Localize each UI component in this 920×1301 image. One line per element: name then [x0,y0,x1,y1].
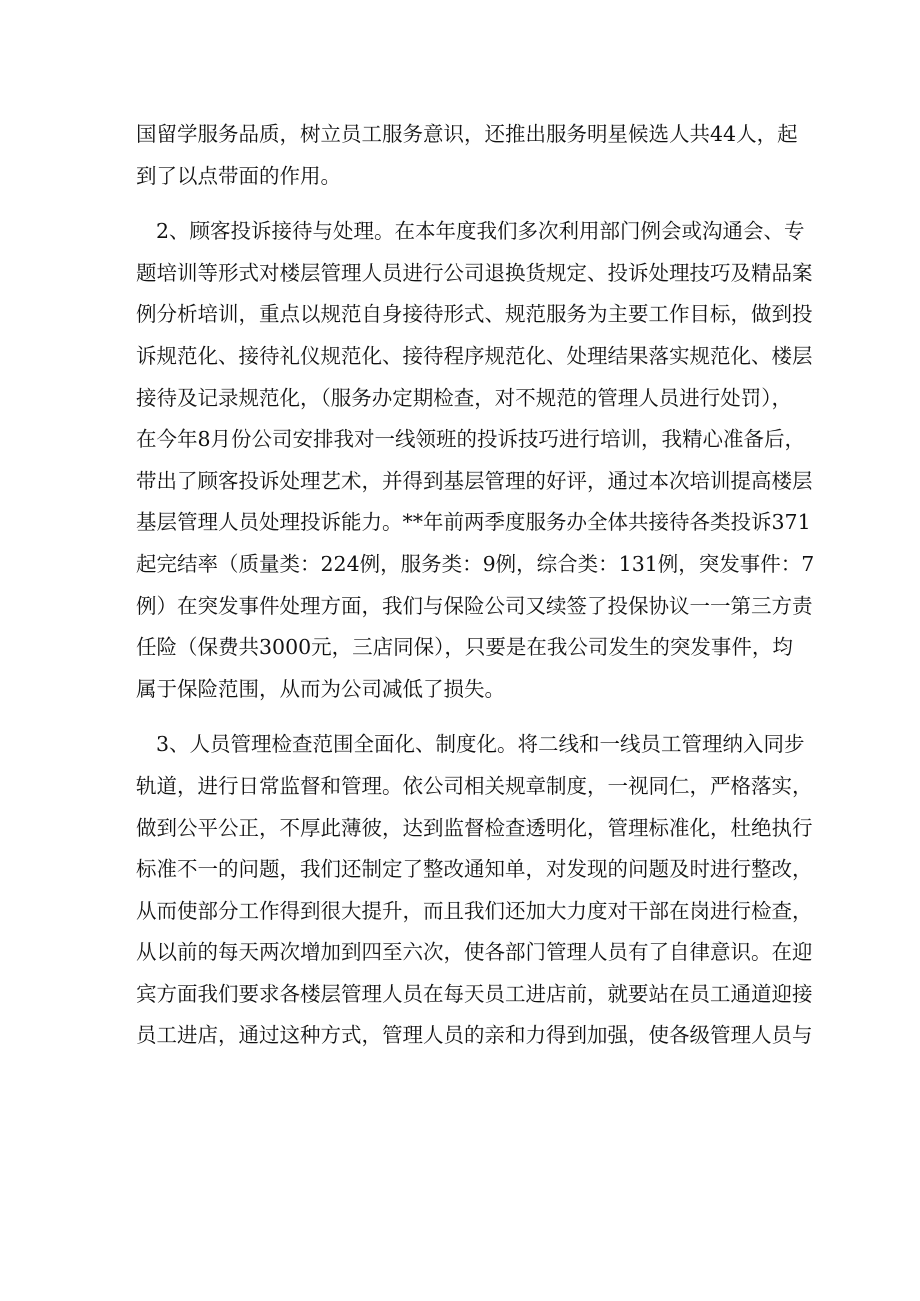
text-line: 宾方面我们要求各楼层管理人员在每天员工进店前，就要站在员工通道迎接 [136,981,813,1006]
text-line: 任险（保费共3000元，三店同保），只要是在我公司发生的突发事件，均 [136,635,793,660]
text-line: 员工进店，通过这种方式，管理人员的亲和力得到加强，使各级管理人员与 [136,1023,813,1048]
paragraph-1 [136,114,798,197]
text-line: 在今年8月份公司安排我对一线领班的投诉技巧进行培训，我精心准备后， [136,427,806,452]
text-line: 基层管理人员处理投诉能力。**年前两季度服务办全体共接待各类投诉371 [136,510,811,535]
text-line: 起完结率（质量类：224例，服务类：9例，综合类：131例，突发事件：7 [136,551,815,576]
text-line: 从以前的每天两次增加到四至六次，使各部门管理人员有了自律意识。在迎 [136,940,813,965]
paragraph-2 [136,211,815,710]
text-line: 3、人员管理检查范围全面化、制度化。将二线和一线员工管理纳入同步 [156,732,805,757]
text-line: 题培训等形式对楼层管理人员进行公司退换货规定、投诉处理技巧及精品案 [136,260,813,285]
text-line: 轨道，进行日常监督和管理。依公司相关规章制度，一视同仁，严格落实， [136,773,813,798]
text-line: 到了以点带面的作用。 [136,163,341,188]
text-line: 从而使部分工作得到很大提升，而且我们还加大力度对干部在岗进行检查， [136,898,813,923]
text-line: 标准不一的问题，我们还制定了整改通知单，对发现的问题及时进行整改， [136,857,813,882]
text-line: 2、顾客投诉接待与处理。在本年度我们多次利用部门例会或沟通会、专 [156,219,805,244]
text-line: 做到公平公正，不厚此薄彼，达到监督检查透明化，管理标准化，杜绝执行 [136,815,813,840]
text-line: 接待及记录规范化，（服务办定期检查，对不规范的管理人员进行处罚）， [136,385,792,410]
text-line: 国留学服务品质，树立员工服务意识，还推出服务明星候选人共44人，起 [136,122,798,146]
text-line: 例）在突发事件处理方面，我们与保险公司又续签了投保协议一一第三方责 [136,593,813,618]
text-line: 属于保险范围，从而为公司减低了损失。 [136,676,505,701]
text-line: 诉规范化、接待礼仪规范化、接待程序规范化、处理结果落实规范化、楼层 [136,343,813,368]
paragraph-3 [136,724,813,1057]
text-line: 带出了顾客投诉处理艺术，并得到基层管理的好评，通过本次培训提高楼层 [136,468,813,493]
text-line: 例分析培训，重点以规范自身接待形式、规范服务为主要工作目标，做到投 [136,302,813,327]
document-body [136,114,815,1057]
